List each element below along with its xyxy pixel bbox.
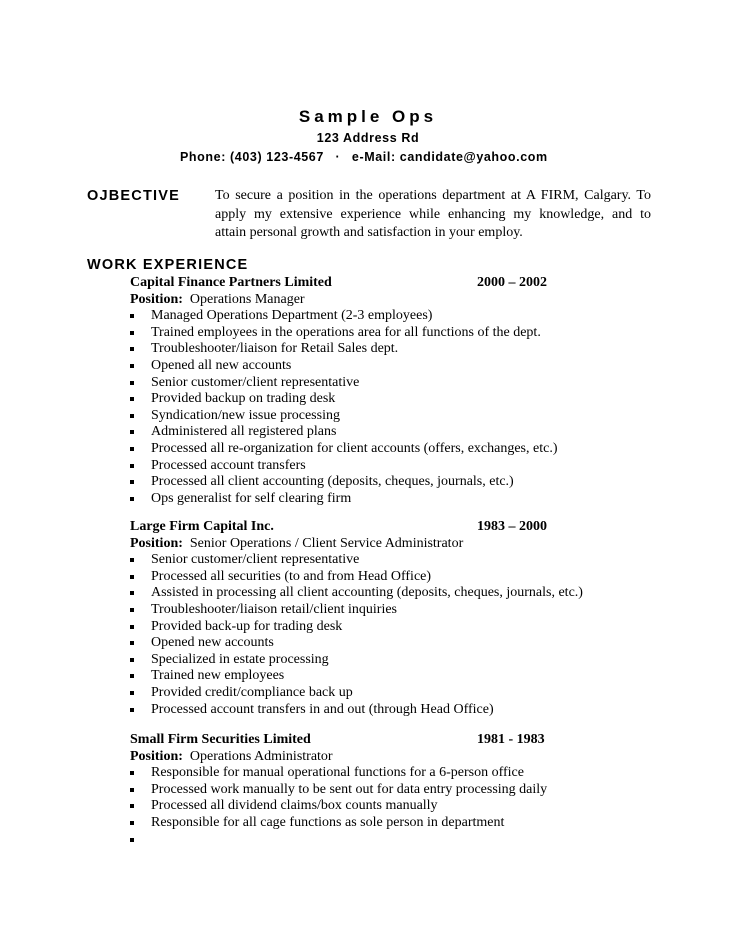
duty-item: Administered all registered plans bbox=[130, 424, 650, 441]
contact-line bbox=[180, 150, 548, 164]
job-header bbox=[130, 732, 650, 749]
bullet-icon bbox=[130, 397, 134, 401]
job-years: 1983 – 2000 bbox=[477, 519, 547, 534]
work-experience-heading: WORK EXPERIENCE bbox=[87, 257, 249, 273]
duty-item: Senior customer/client representative bbox=[130, 375, 650, 392]
candidate-name: Sample Ops bbox=[298, 107, 438, 126]
duty-list bbox=[130, 308, 650, 507]
bullet-icon bbox=[130, 347, 134, 351]
duty-item: Trained new employees bbox=[130, 668, 650, 685]
position-label: Position: bbox=[130, 748, 183, 764]
bullet-icon bbox=[130, 314, 134, 318]
company-name: Capital Finance Partners Limited bbox=[130, 275, 332, 290]
duty-item bbox=[130, 832, 650, 849]
bullet-icon bbox=[130, 331, 134, 335]
position-title: Senior Operations / Client Service Administrator bbox=[189, 535, 464, 551]
bullet-icon bbox=[130, 575, 134, 579]
address-line: 123 Address Rd bbox=[316, 131, 420, 145]
duty-item: Processed account transfers bbox=[130, 458, 650, 475]
bullet-icon bbox=[130, 497, 134, 501]
bullet-icon bbox=[130, 447, 134, 451]
bullet-icon bbox=[130, 804, 134, 808]
duty-item: Assisted in processing all client accounting (deposits, cheques, journals, etc.) bbox=[130, 585, 650, 602]
bullet-icon bbox=[130, 591, 134, 595]
duty-item: Processed all client accounting (deposits, cheques, journals, etc.) bbox=[130, 474, 650, 491]
phone-number: Phone: (403) 123-4567 bbox=[180, 150, 324, 164]
duty-item: Senior customer/client representative bbox=[130, 552, 650, 569]
bullet-icon bbox=[130, 480, 134, 484]
duty-list bbox=[130, 765, 650, 848]
duty-item: Processed all dividend claims/box counts manually bbox=[130, 798, 650, 815]
job-position bbox=[130, 749, 650, 766]
duty-item: Ops generalist for self clearing firm bbox=[130, 491, 650, 508]
bullet-icon bbox=[130, 558, 134, 562]
duty-item: Troubleshooter/liaison retail/client inquiries bbox=[130, 602, 650, 619]
bullet-icon bbox=[130, 641, 134, 645]
position-title: Operations Manager bbox=[189, 291, 305, 307]
duty-item: Specialized in estate processing bbox=[130, 652, 650, 669]
contact-separator: · bbox=[335, 150, 341, 164]
objective-line: attain personal growth and satisfaction in your employ. bbox=[215, 225, 523, 240]
duty-item: Provided back-up for trading desk bbox=[130, 619, 650, 636]
bullet-icon bbox=[130, 838, 134, 842]
bullet-icon bbox=[130, 430, 134, 434]
duty-item: Processed account transfers in and out (through Head Office) bbox=[130, 702, 650, 719]
job-position bbox=[130, 292, 650, 309]
bullet-icon bbox=[130, 788, 134, 792]
bullet-icon bbox=[130, 414, 134, 418]
bullet-icon bbox=[130, 608, 134, 612]
bullet-icon bbox=[130, 625, 134, 629]
job-position bbox=[130, 536, 650, 553]
duty-item: Troubleshooter/liaison for Retail Sales dept. bbox=[130, 341, 650, 358]
duty-item: Opened new accounts bbox=[130, 635, 650, 652]
duty-item: Provided credit/compliance back up bbox=[130, 685, 650, 702]
bullet-icon bbox=[130, 658, 134, 662]
job-entry bbox=[130, 275, 650, 507]
position-title: Operations Administrator bbox=[189, 748, 333, 764]
position-label: Position: bbox=[130, 535, 183, 551]
company-name: Small Firm Securities Limited bbox=[130, 732, 311, 747]
duty-list bbox=[130, 552, 650, 718]
bullet-icon bbox=[130, 364, 134, 368]
bullet-icon bbox=[130, 464, 134, 468]
duty-item: Managed Operations Department (2-3 employees) bbox=[130, 308, 650, 325]
duty-item: Responsible for manual operational functions for a 6-person office bbox=[130, 765, 650, 782]
duty-item: Processed all re-organization for client accounts (offers, exchanges, etc.) bbox=[130, 441, 650, 458]
duty-item: Syndication/new issue processing bbox=[130, 408, 650, 425]
objective-text bbox=[215, 187, 651, 243]
bullet-icon bbox=[130, 708, 134, 712]
objective-line: To secure a position in the operations department at A FIRM, Calgary. To bbox=[215, 188, 651, 203]
position-label: Position: bbox=[130, 291, 183, 307]
bullet-icon bbox=[130, 771, 134, 775]
company-name: Large Firm Capital Inc. bbox=[130, 519, 274, 534]
duty-item: Opened all new accounts bbox=[130, 358, 650, 375]
duty-item: Processed all securities (to and from Head Office) bbox=[130, 569, 650, 586]
objective-heading: OJBECTIVE bbox=[87, 188, 180, 204]
job-entry bbox=[130, 519, 650, 718]
bullet-icon bbox=[130, 381, 134, 385]
job-years: 1981 - 1983 bbox=[477, 732, 545, 747]
job-header bbox=[130, 275, 650, 292]
duty-item: Responsible for all cage functions as sole person in department bbox=[130, 815, 650, 832]
duty-item: Processed work manually to be sent out for data entry processing daily bbox=[130, 782, 650, 799]
bullet-icon bbox=[130, 691, 134, 695]
job-header bbox=[130, 519, 650, 536]
objective-line: apply my extensive experience while enhancing my knowledge, and to bbox=[215, 206, 651, 222]
job-years: 2000 – 2002 bbox=[477, 275, 547, 290]
duty-item: Provided backup on trading desk bbox=[130, 391, 650, 408]
duty-item: Trained employees in the operations area for all functions of the dept. bbox=[130, 325, 650, 342]
job-entry bbox=[130, 732, 650, 848]
bullet-icon bbox=[130, 674, 134, 678]
email-address: e-Mail: candidate@yahoo.com bbox=[351, 150, 548, 164]
bullet-icon bbox=[130, 821, 134, 825]
